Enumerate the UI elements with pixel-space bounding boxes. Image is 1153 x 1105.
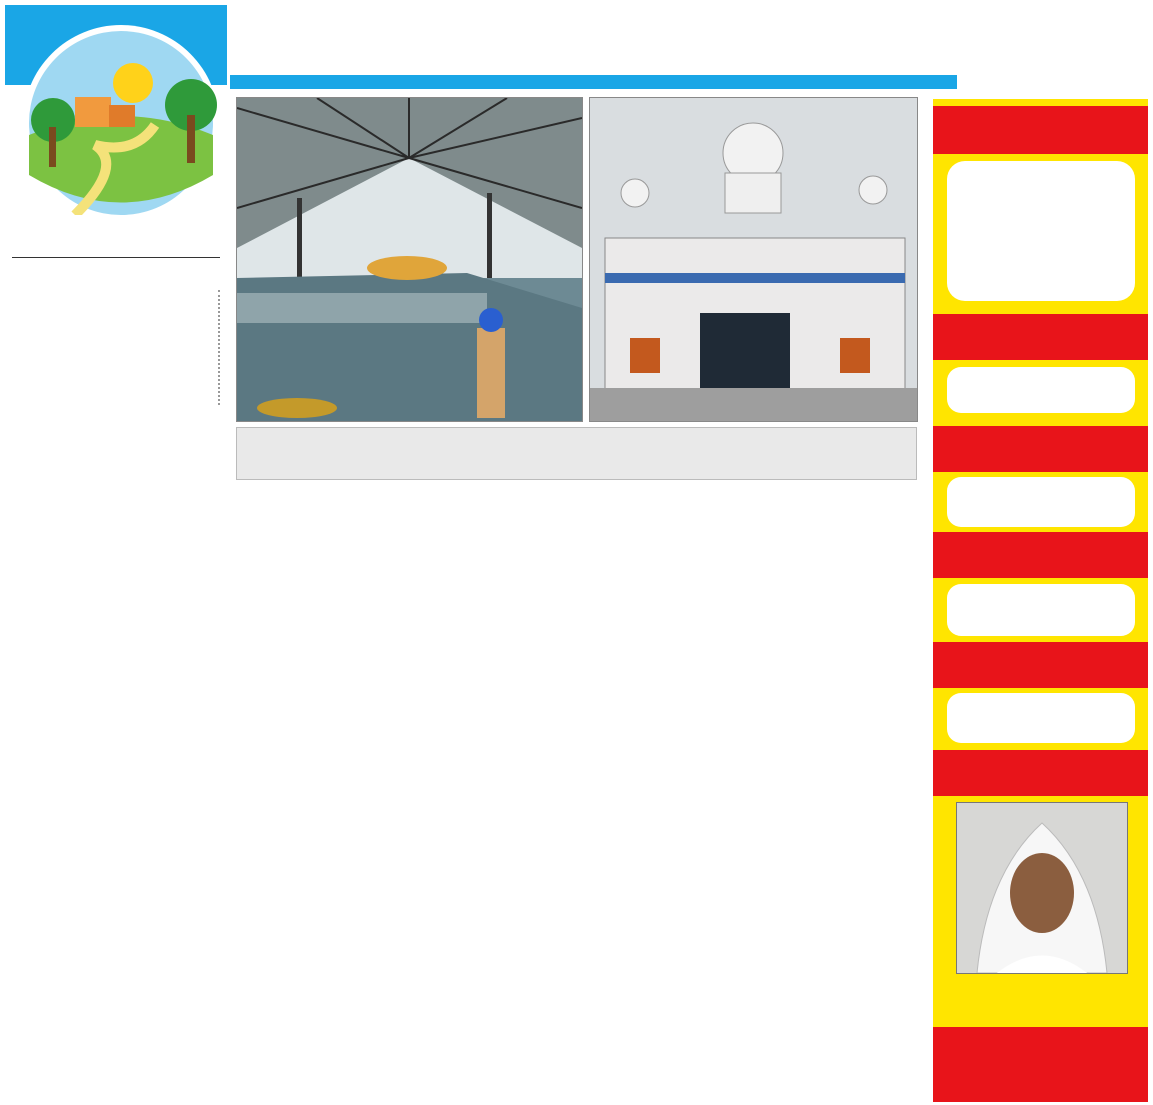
gurdwara-photo [589, 97, 918, 422]
dotted-divider [218, 290, 222, 405]
village-logo-icon [5, 5, 227, 215]
population-box [947, 161, 1135, 301]
author-phone [12, 255, 220, 258]
park-photo [236, 97, 583, 422]
area-value [947, 367, 1135, 413]
village-facts-sidebar [933, 99, 1148, 1102]
sarpanch-photo [956, 802, 1128, 974]
masthead-logo [5, 5, 227, 215]
constituency-value [947, 477, 1135, 527]
sarpanch-heading [933, 750, 1148, 796]
top-rule [230, 75, 957, 89]
block-value [947, 584, 1135, 636]
next-village-banner [933, 1027, 1148, 1102]
police-value [947, 693, 1135, 743]
photo-caption [236, 427, 917, 480]
block-heading [933, 532, 1148, 578]
area-heading [933, 314, 1148, 360]
police-heading [933, 642, 1148, 688]
constituency-heading [933, 426, 1148, 472]
population-heading [933, 106, 1148, 154]
